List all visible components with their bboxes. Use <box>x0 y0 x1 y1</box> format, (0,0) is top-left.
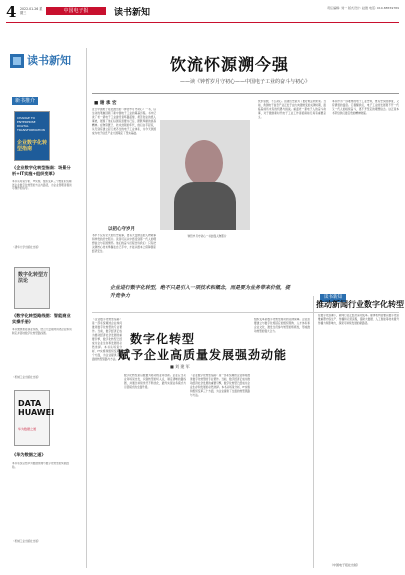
main-title-line-1: 数字化转型 <box>130 332 196 346</box>
feature-title: 饮流怀源溯今强 <box>170 55 290 74</box>
feature-column-3: 饮水思源，不忘初心。回望历史是为了更好地走向未来。当前，我国电子信息产业正处于由大向强转变的关键时期，面临着前所未有的机遇与挑战。重温老一辈电子人的奋斗故事，对于激励新时代电子工业工作者砥砺前行具有重要意义。 <box>258 100 326 119</box>
feature-section-head: 以初心守岁月 <box>108 227 135 232</box>
main-column-3: 《企业数字化转型指南》是一部系统阐述企业如何推进数字化转型的专业著作。当前，数字经济正成为推动经济社会发展的重要引擎，数字化转型已经成为企业生存和发展的必然选择。本书从场景分析、IT实施和组织变革三个方面，为企业提供了全面的转型思路与方法。 <box>190 374 250 397</box>
sidebar-divider <box>86 48 87 568</box>
side-column-divider <box>313 296 314 568</box>
main-column-1: 《企业数字化转型指南》是一部系统阐述企业如何推进数字化转型的专业著作。当前，数字经济正成为推动经济社会发展的重要引擎，数字化转型已经成为企业生存和发展的必然选择。本书从场景分析、IT实施和组织变革三个方面，为企业提供了全面的转型思路与方法。 <box>92 318 122 361</box>
issue-date: 2022.01.26 星期三 <box>20 7 43 15</box>
book-cover-1 <box>14 111 50 161</box>
recommend-label: 新书推介 <box>12 97 38 105</box>
book-cover-title: 数字化转型方法论 <box>18 272 49 284</box>
book-cover-3 <box>14 390 55 446</box>
side-section-tag <box>320 283 400 300</box>
feature-column-1b: 书中不仅有宏大的历史叙事，更有大量鲜活的人物故事和珍贵的历史照片。读者可以从中感受到那一代人的理想信念与家国情怀。他们的奋斗历程告诉我们：只有把关键核心技术掌握在自己手中，才能从根本上保障国家经济安全。 <box>92 234 156 253</box>
book-logo-icon <box>10 54 24 68</box>
masthead <box>6 4 399 22</box>
main-column-4: 组织变革是数字化转型成功的关键保障。企业需要建立与数字化相适应的组织架构、人才体系和企业文化，激发全员参与转型的积极性，形成推动转型的强大合力。 <box>254 318 310 333</box>
page-title: 读书新知 <box>114 8 151 18</box>
book-cover-title: CHANGE TO ENTERPRISE DIGITAL TRANSFORMATION <box>17 116 45 132</box>
book-publisher-2: （机械工业出版社出版） <box>12 376 41 379</box>
main-author: ■ 刘 建 军 <box>170 364 190 369</box>
portrait-body <box>174 182 236 230</box>
book-caption-2: 《数字化转型路线图：智能商业实操手册》 <box>12 313 71 324</box>
main-column-2: 数字化转型是以数据为驱动的业务创新。企业应当从业务场景出发，识别转型的切入点，制定清晰的路线图，并通过持续迭代不断优化，最终实现业务模式与运营模式的全面升级。 <box>124 374 186 389</box>
side-article-title: 推动新闻行业数字化转型 <box>316 300 404 309</box>
feature-column-4: 本书作为一部难得的电子工业史料，既有史实的厚度，又有情感的温度。它提醒我们，电子工业的发展离不开一代又一代人的接续奋斗，离不开坚定的理想信念。这正是本书带给我们最宝贵的精神财富。 <box>332 100 399 115</box>
feature-divider <box>92 93 399 94</box>
side-section-tag-text: 读书新知 <box>320 294 346 302</box>
book-cover-subtitle: 企业数字化转型指南 <box>17 140 48 152</box>
pull-quote: 企业进行数字化转型，绝不只是引入一项技术和概念，而是要为业务带来价值，提升竞争力 <box>110 285 291 299</box>
section-brand <box>10 50 78 72</box>
side-article-footnote: （中国电子报社出版） <box>330 563 361 567</box>
main-title-line-2: 赋予企业高质量发展强劲动能 <box>118 348 288 362</box>
band-divider <box>92 312 399 313</box>
side-article-body: 在数字化浪潮下，新闻行业正经历深刻变革。媒体机构需要以数字化思维重塑内容生产、传播和运营流程，借助大数据、人工智能等技术提升传播力和影响力，探索可持续发展的新路径。 <box>318 314 399 325</box>
section-brand-text: 读书新知 <box>27 54 71 67</box>
header-divider <box>6 22 399 23</box>
newspaper-tag: 中国电子报 <box>46 7 106 15</box>
portrait-photo <box>160 120 250 230</box>
feature-column-1: 近日中国电子报社推出的《钟哲岁月守初心》一书，以生动的笔触回顾了新中国电子工业的奠基历程。书中记录了老一辈电子工业建设者筚路蓝缕、艰苦创业的感人事迹，展现了他们以国家需要为己任、默默奉献的崇高精神。在物资匮乏、技术封锁的年代，他们白手起家，从无到有建立起门类齐全的电子工业体系，为今天我国成为电子信息产业大国奠定了坚实基础。 <box>92 108 156 135</box>
book-caption-3: 《华为数据之道》 <box>12 452 46 457</box>
page-number: 4 <box>6 3 17 21</box>
book-blurb-2: 本书聚焦智能商业实践，结合大量案例讲述企业如何制定并落地数字化转型路线图。 <box>12 328 72 335</box>
book-blurb-1: 本书从场景分析、IT实施、组织变革三个维度系统阐述企业数字化转型的方法与路径，为企业管理者提供可操作的指导。 <box>12 180 72 191</box>
portrait-face <box>185 140 223 186</box>
editor-credits: 责任编辑: 刘一 版式设计: 赵微 电话: 010-88559789 <box>327 6 399 10</box>
book-publisher-1: （清华大学出版社出版） <box>12 246 41 249</box>
book-cover-title: DATA HUAWEI <box>18 399 55 417</box>
book-blurb-3: 本书系统总结华为数据管理与数字化转型的实践经验。 <box>12 462 70 469</box>
feature-author: ■ 谢 承 宏 <box>94 101 117 106</box>
book-cover-subtitle: 华为数据之道 <box>18 427 37 431</box>
book-publisher-3: （机械工业出版社出版） <box>12 540 41 543</box>
photo-caption: 钟哲岁月守初心一书封面人物照片 <box>187 235 227 238</box>
book-cover-2 <box>14 267 50 309</box>
book-caption-1: 《企业数字化转型指南：场景分析+IT实施+组织变革》 <box>12 165 71 176</box>
feature-subtitle: ——读《钟哲岁月守初心——中国电子工业的奋斗与初心》 <box>180 79 311 85</box>
